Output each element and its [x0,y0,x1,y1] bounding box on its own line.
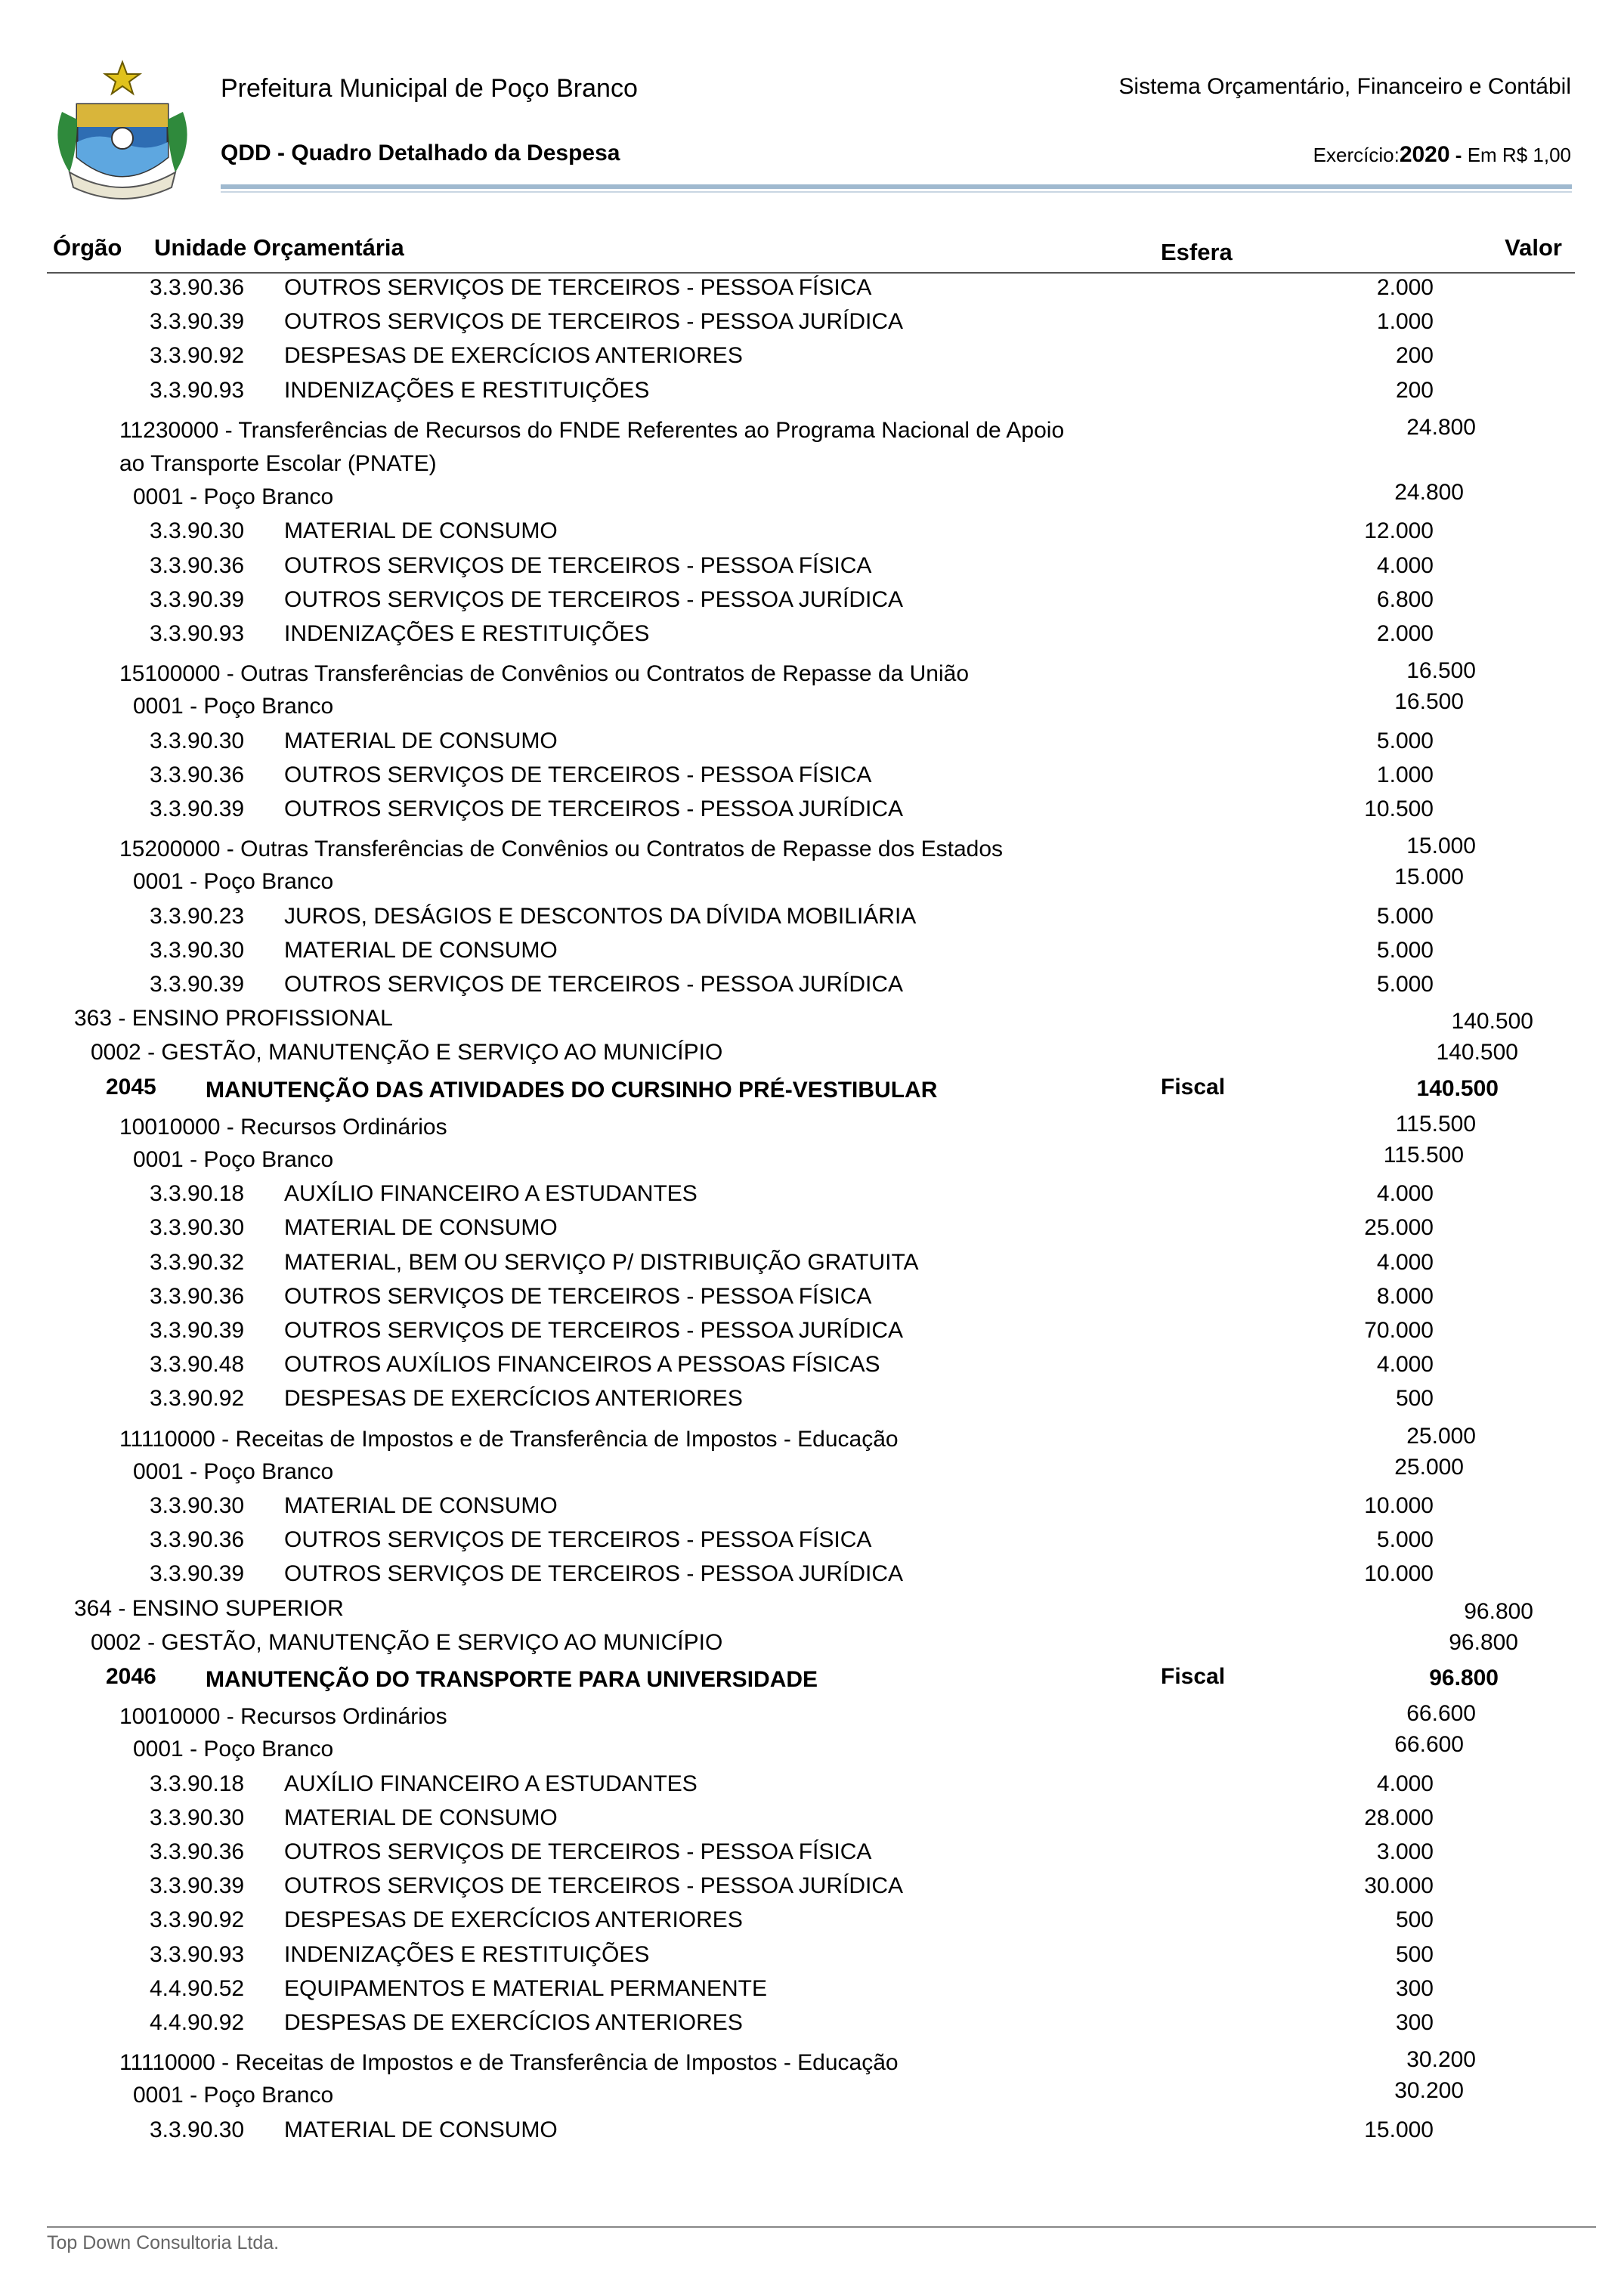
table-row-elem [0,1352,1624,1386]
element-description: OUTROS SERVIÇOS DE TERCEIROS - PESSOA FÍSICA [284,762,872,787]
element-code: 3.3.90.39 [150,972,245,997]
table-row-fonte [0,1421,1624,1455]
element-description: OUTROS SERVIÇOS DE TERCEIROS - PESSOA FÍSICA [284,1527,872,1553]
element-value: 10.000 [1364,1561,1434,1587]
exercise-label: Exercício: [1313,144,1400,166]
element-description: AUXÍLIO FINANCEIRO A ESTUDANTES [284,1771,698,1796]
element-value: 5.000 [1376,937,1434,963]
element-value: 1.000 [1376,309,1434,335]
element-description: DESPESAS DE EXERCÍCIOS ANTERIORES [284,1386,743,1412]
sub-source: 0001 - Poço Branco [133,484,334,510]
element-description: OUTROS SERVIÇOS DE TERCEIROS - PESSOA JURÍDICA [284,1561,904,1587]
element-description: MATERIAL DE CONSUMO [284,937,558,963]
element-value: 1.000 [1376,762,1434,787]
element-value: 4.000 [1376,552,1434,578]
element-code: 3.3.90.39 [150,796,245,821]
element-value: 500 [1395,1907,1434,1933]
element-value: 5.000 [1376,1527,1434,1553]
element-code: 3.3.90.92 [150,343,245,369]
element-value: 5.000 [1376,972,1434,997]
table-row-elem [0,1873,1624,1907]
element-code: 3.3.90.39 [150,1873,245,1899]
table-row-acao [0,1664,1624,1698]
table-row-elem [0,938,1624,972]
resource-source: 11110000 - Receitas de Impostos e de Transferência de Impostos - Educação [119,1426,899,1452]
element-description: MATERIAL DE CONSUMO [284,1493,558,1518]
element-value: 28.000 [1364,1805,1434,1830]
element-code: 3.3.90.32 [150,1249,245,1275]
resource-source-value: 30.200 [1406,2047,1476,2073]
resource-source: 11110000 - Receitas de Impostos e de Transferência de Impostos - Educação [119,2050,899,2076]
element-value: 2.000 [1376,621,1434,646]
table-row-func [0,1006,1624,1040]
element-description: MATERIAL DE CONSUMO [284,1215,558,1241]
table-row-prog [0,1040,1624,1074]
element-description: MATERIAL DE CONSUMO [284,518,558,544]
element-code: 3.3.90.92 [150,1386,245,1412]
element-value: 12.000 [1364,518,1434,544]
header-divider [221,184,1572,189]
element-code: 3.3.90.36 [150,762,245,787]
element-code: 4.4.90.92 [150,2010,245,2035]
element-description: INDENIZAÇÕES E RESTITUIÇÕES [284,377,650,403]
table-row-fonte [0,830,1624,864]
element-description: MATERIAL DE CONSUMO [284,1805,558,1830]
table-row-fonte [0,1109,1624,1143]
column-divider [47,272,1575,274]
exercise-info [1313,142,1571,168]
element-description: OUTROS SERVIÇOS DE TERCEIROS - PESSOA JURÍDICA [284,1318,904,1343]
resource-source: 15100000 - Outras Transferências de Convênios ou Contratos de Repasse da União [119,661,970,687]
element-code: 3.3.90.39 [150,586,245,612]
table-row-prog [0,1630,1624,1664]
resource-source-continued: ao Transporte Escolar (PNATE) [119,450,437,476]
table-row-elem [0,1250,1624,1284]
sub-source: 0001 - Poço Branco [133,2083,334,2108]
element-value: 200 [1395,343,1434,369]
footer-company: Top Down Consultoria Ltda. [47,2232,280,2253]
col-esfera: Esfera [1161,239,1233,265]
element-description: DESPESAS DE EXERCÍCIOS ANTERIORES [284,2010,743,2035]
element-code: 3.3.90.93 [150,1941,245,1967]
resource-source: 10010000 - Recursos Ordinários [119,1114,447,1140]
action-value: 140.500 [1416,1075,1499,1101]
table-row-elem [0,2010,1624,2044]
sub-source-value: 115.500 [1383,1143,1464,1168]
program-value: 140.500 [1436,1040,1518,1066]
sub-source-value: 15.000 [1394,864,1464,890]
element-code: 3.3.90.93 [150,621,245,646]
table-row-elem [0,904,1624,938]
action-esfera: Fiscal [1161,1074,1226,1100]
element-value: 10.500 [1364,796,1434,821]
action-code: 2046 [106,1664,156,1689]
element-description: INDENIZAÇÕES E RESTITUIÇÕES [284,621,650,646]
footer-divider [47,2226,1596,2228]
table-row-fonte [0,412,1624,476]
table-row-elem [0,343,1624,377]
element-value: 3.000 [1376,1839,1434,1864]
subfunction-value: 96.800 [1464,1598,1533,1624]
element-description: AUXÍLIO FINANCEIRO A ESTUDANTES [284,1181,698,1207]
element-value: 15.000 [1364,2117,1434,2142]
element-description: OUTROS SERVIÇOS DE TERCEIROS - PESSOA JURÍDICA [284,586,904,612]
resource-source-value: 25.000 [1406,1423,1476,1449]
table-row-elem [0,518,1624,552]
table-row-sub [0,480,1624,514]
table-row-elem [0,553,1624,587]
currency: Em R$ 1,00 [1467,144,1571,166]
table-row-elem [0,1215,1624,1249]
element-value: 500 [1395,1386,1434,1412]
table-row-elem [0,972,1624,1006]
sub-source-value: 25.000 [1394,1454,1464,1480]
system-name: Sistema Orçamentário, Financeiro e Contábil [1118,74,1571,99]
table-row-elem [0,1907,1624,1941]
element-code: 3.3.90.30 [150,518,245,544]
table-row-elem [0,1839,1624,1873]
element-code: 3.3.90.30 [150,937,245,963]
element-description: EQUIPAMENTOS E MATERIAL PERMANENTE [284,1975,767,2001]
table-row-elem [0,2117,1624,2151]
table-row-elem [0,1771,1624,1805]
action-code: 2045 [106,1074,156,1100]
element-value: 4.000 [1376,1352,1434,1378]
table-row-sub [0,689,1624,723]
subfunction: 363 - ENSINO PROFISSIONAL [74,1006,393,1032]
col-orgao: Órgão [53,234,122,261]
element-code: 3.3.90.30 [150,1493,245,1518]
table-row-elem [0,1386,1624,1420]
element-value: 4.000 [1376,1249,1434,1275]
col-unidade: Unidade Orçamentária [154,234,404,261]
table-row-elem [0,1942,1624,1976]
table-row-sub [0,2078,1624,2112]
table-row-acao [0,1075,1624,1109]
element-code: 3.3.90.39 [150,1318,245,1343]
sub-source-value: 66.600 [1394,1732,1464,1758]
table-row-elem [0,1561,1624,1595]
table-row-elem [0,1284,1624,1318]
element-value: 300 [1395,1975,1434,2001]
table-row-elem [0,309,1624,343]
element-description: OUTROS SERVIÇOS DE TERCEIROS - PESSOA JURÍDICA [284,1873,904,1899]
table-row-fonte [0,1698,1624,1732]
resource-source-value: 24.800 [1406,414,1476,440]
sub-source: 0001 - Poço Branco [133,694,334,719]
element-value: 5.000 [1376,903,1434,929]
resource-source-value: 15.000 [1406,834,1476,859]
element-code: 3.3.90.36 [150,1283,245,1309]
element-description: MATERIAL DE CONSUMO [284,2117,558,2142]
report-title: QDD - Quadro Detalhado da Despesa [221,141,620,165]
coat-of-arms-icon [47,59,198,203]
element-code: 3.3.90.48 [150,1352,245,1378]
element-description: OUTROS SERVIÇOS DE TERCEIROS - PESSOA JURÍDICA [284,972,904,997]
action-description: MANUTENÇÃO DAS ATIVIDADES DO CURSINHO PRÉ-VESTIBULAR [206,1077,938,1103]
header-divider-light [221,191,1572,193]
table-row-sub [0,1143,1624,1177]
table-row-fonte [0,2044,1624,2078]
element-value: 4.000 [1376,1181,1434,1207]
sub-source: 0001 - Poço Branco [133,1458,334,1484]
table-row-func [0,1596,1624,1630]
element-value: 6.800 [1376,586,1434,612]
col-valor: Valor [1505,234,1562,261]
element-description: MATERIAL DE CONSUMO [284,728,558,753]
element-code: 3.3.90.36 [150,552,245,578]
element-code: 4.4.90.52 [150,1975,245,2001]
subfunction: 364 - ENSINO SUPERIOR [74,1595,344,1621]
table-row-sub [0,1732,1624,1766]
element-code: 3.3.90.30 [150,1805,245,1830]
element-code: 3.3.90.39 [150,309,245,335]
table-row-fonte [0,655,1624,689]
element-value: 4.000 [1376,1771,1434,1796]
table-row-elem [0,728,1624,762]
element-value: 25.000 [1364,1215,1434,1241]
currency-sep: - [1455,144,1462,166]
table-row-elem [0,1805,1624,1839]
element-code: 3.3.90.30 [150,1215,245,1241]
table-row-elem [0,275,1624,309]
sub-source: 0001 - Poço Branco [133,1737,334,1762]
action-esfera: Fiscal [1161,1664,1226,1689]
element-value: 200 [1395,377,1434,403]
element-code: 3.3.90.18 [150,1771,245,1796]
table-row-elem [0,762,1624,796]
resource-source-value: 16.500 [1406,658,1476,684]
action-description: MANUTENÇÃO DO TRANSPORTE PARA UNIVERSIDADE [206,1667,818,1692]
element-description: DESPESAS DE EXERCÍCIOS ANTERIORES [284,1907,743,1933]
element-code: 3.3.90.30 [150,728,245,753]
element-value: 70.000 [1364,1318,1434,1343]
element-value: 30.000 [1364,1873,1434,1899]
element-value: 500 [1395,1941,1434,1967]
resource-source: 15200000 - Outras Transferências de Convênios ou Contratos de Repasse dos Estados [119,837,1004,862]
element-code: 3.3.90.93 [150,377,245,403]
element-description: JUROS, DESÁGIOS E DESCONTOS DA DÍVIDA MOBILIÁRIA [284,903,917,929]
table-row-elem [0,1527,1624,1561]
element-code: 3.3.90.36 [150,275,245,300]
table-row-sub [0,864,1624,899]
exercise-year: 2020 [1399,142,1450,167]
element-description: DESPESAS DE EXERCÍCIOS ANTERIORES [284,343,743,369]
element-code: 3.3.90.36 [150,1839,245,1864]
element-code: 3.3.90.39 [150,1561,245,1587]
org-name: Prefeitura Municipal de Poço Branco [221,74,638,103]
element-value: 2.000 [1376,275,1434,300]
element-description: OUTROS SERVIÇOS DE TERCEIROS - PESSOA JURÍDICA [284,796,904,821]
element-value: 5.000 [1376,728,1434,753]
action-value: 96.800 [1429,1666,1499,1690]
resource-source: 11230000 - Transferências de Recursos do FNDE Referentes ao Programa Nacional de Apoio [119,417,1065,443]
resource-source-value: 66.600 [1406,1701,1476,1727]
table-row-elem [0,621,1624,655]
sub-source-value: 30.200 [1394,2078,1464,2104]
element-description: OUTROS AUXÍLIOS FINANCEIROS A PESSOAS FÍSICAS [284,1352,880,1378]
resource-source-value: 115.500 [1395,1111,1476,1137]
element-code: 3.3.90.23 [150,903,245,929]
table-row-elem [0,587,1624,621]
table-row-elem [0,1318,1624,1352]
element-description: MATERIAL, BEM OU SERVIÇO P/ DISTRIBUIÇÃO GRATUITA [284,1249,919,1275]
element-description: INDENIZAÇÕES E RESTITUIÇÕES [284,1941,650,1967]
element-value: 300 [1395,2010,1434,2035]
element-description: OUTROS SERVIÇOS DE TERCEIROS - PESSOA FÍSICA [284,1839,872,1864]
element-code: 3.3.90.30 [150,2117,245,2142]
sub-source: 0001 - Poço Branco [133,869,334,895]
table-row-elem [0,378,1624,412]
element-code: 3.3.90.18 [150,1181,245,1207]
table-row-elem [0,796,1624,830]
table-row-elem [0,1976,1624,2010]
table-row-sub [0,1455,1624,1489]
element-value: 8.000 [1376,1283,1434,1309]
resource-source: 10010000 - Recursos Ordinários [119,1704,447,1730]
table-row-elem [0,1181,1624,1215]
program: 0002 - GESTÃO, MANUTENÇÃO E SERVIÇO AO MUNICÍPIO [91,1040,723,1066]
program: 0002 - GESTÃO, MANUTENÇÃO E SERVIÇO AO MUNICÍPIO [91,1629,723,1655]
sub-source-value: 24.800 [1394,480,1464,506]
sub-source-value: 16.500 [1394,689,1464,715]
element-code: 3.3.90.92 [150,1907,245,1933]
program-value: 96.800 [1449,1629,1518,1655]
element-value: 10.000 [1364,1493,1434,1518]
table-row-elem [0,1493,1624,1527]
element-description: OUTROS SERVIÇOS DE TERCEIROS - PESSOA FÍSICA [284,275,872,300]
element-code: 3.3.90.36 [150,1527,245,1553]
element-description: OUTROS SERVIÇOS DE TERCEIROS - PESSOA FÍSICA [284,552,872,578]
element-description: OUTROS SERVIÇOS DE TERCEIROS - PESSOA FÍSICA [284,1283,872,1309]
subfunction-value: 140.500 [1451,1009,1533,1035]
sub-source: 0001 - Poço Branco [133,1147,334,1172]
element-description: OUTROS SERVIÇOS DE TERCEIROS - PESSOA JURÍDICA [284,309,904,335]
